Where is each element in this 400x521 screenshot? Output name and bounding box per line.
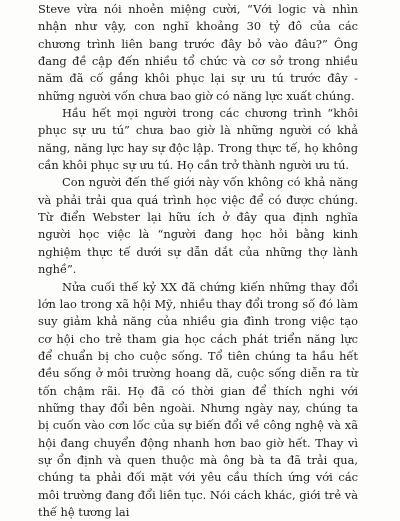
paragraph-2: Hầu hết mọi người trong các chương trình “khôi phục sự ưu tú” chưa bao giờ là những người có khả năng, năng lực hay sự độc lập. Trong thực tế, họ không cần khôi phục sự ưu tú. Họ cần trở thành người ưu tú.	[38, 105, 358, 174]
paragraph-1: Steve vừa nói nhoẻn miệng cười, “Với logic và nhìn nhận như vậy, con nghĩ khoảng 30 tỷ đô của các chương trình liên bang trước đây bỏ vào đâu?” Ông đang đề cập đến nhiều tổ chức và cơ sở trong nhiều năm đã cố gắng khôi phục lại sự ưu tú trước đây - những người vốn chưa bao giờ có năng lực xuất chúng.	[38, 1, 358, 105]
body-text	[38, 0, 358, 521]
paragraph-3: Con người đến thế giới này vốn không có khả năng và phải trải qua quá trình học việc để có được chúng. Từ điển Webster lại hữu ích ở đây qua định nghĩa người học việc là “người đang học hỏi bằng kinh nghiệm thực tế dưới sự dẫn dắt của những thợ lành nghề”.	[38, 174, 358, 278]
paragraph-4: Nửa cuối thế kỷ XX đã chứng kiến những thay đổi lớn lao trong xã hội Mỹ, nhiều thay đổi trong số đó làm suy giảm khả năng của nhiều gia đình trong việc tạo cơ hội cho trẻ tham gia học cách phát triển năng lực để chuẩn bị cho cuộc sống. Tổ tiên chúng ta hầu hết đều sống ở môi trường hoang dã, cuộc sống diễn ra từ tốn chậm rãi. Họ đã có thời gian để thích nghi với những thay đổi bên ngoài. Nhưng ngày nay, chúng ta bị cuốn vào cơn lốc của sự biến đổi về công nghệ và xã hội đang chuyển động nhanh hơn bao giờ hết. Thay vì sự ổn định và quen thuộc mà ông bà ta đã trải qua, chúng ta phải đối mặt với yêu cầu thích ứng với các môi trường đang đổi liên tục. Nói cách khác, giới trẻ và thế hệ tương lai	[38, 279, 358, 521]
